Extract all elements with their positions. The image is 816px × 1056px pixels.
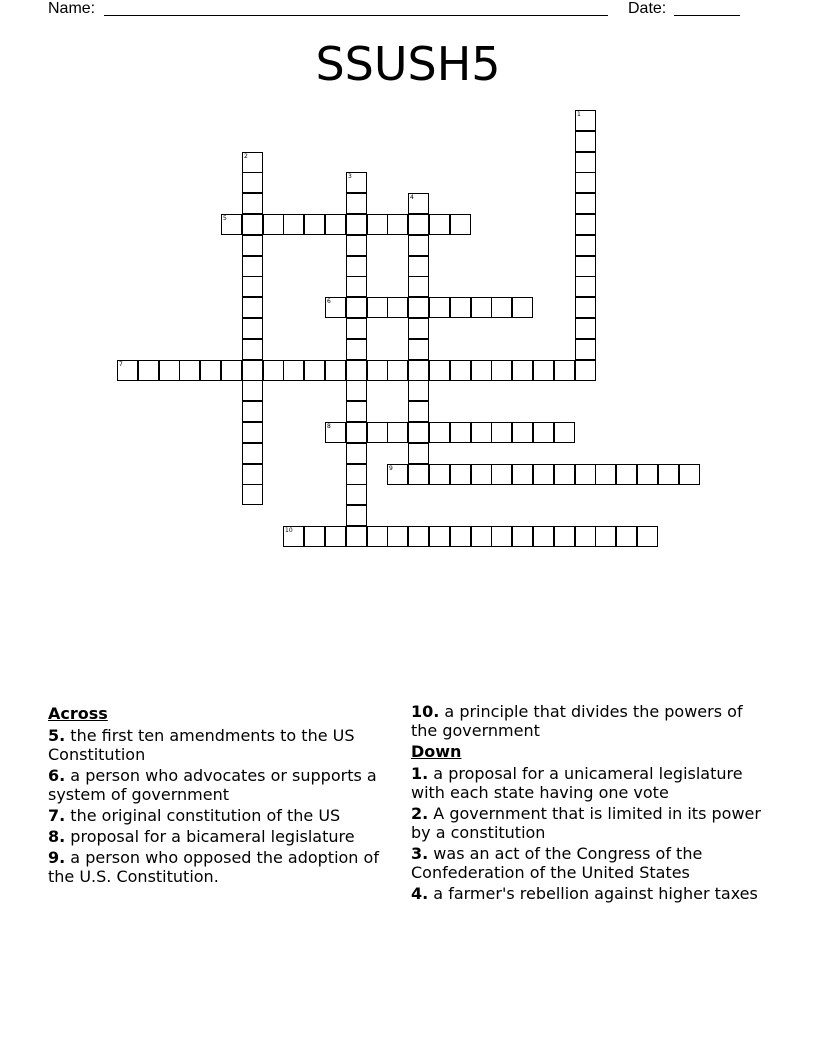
crossword-cell[interactable]	[408, 380, 429, 401]
crossword-cell[interactable]	[637, 464, 658, 485]
across-clue-6	[48, 766, 400, 804]
across-clue-8	[48, 827, 400, 846]
clue-text: a proposal for a unicameral legislature with each state having one vote	[411, 764, 743, 802]
crossword-cell[interactable]	[429, 464, 450, 485]
cell-clue-number: 7	[119, 361, 123, 368]
clue-number: 9.	[48, 848, 66, 867]
crossword-cell[interactable]	[491, 464, 512, 485]
crossword-cell[interactable]	[512, 297, 533, 318]
crossword-cell[interactable]	[346, 297, 367, 318]
crossword-cell[interactable]	[471, 422, 492, 443]
cell-clue-number: 10	[285, 527, 293, 534]
crossword-cell[interactable]	[491, 422, 512, 443]
crossword-cell[interactable]	[533, 422, 554, 443]
crossword-cell[interactable]	[346, 526, 367, 547]
crossword-cell[interactable]	[408, 318, 429, 339]
crossword-cell[interactable]	[242, 422, 263, 443]
crossword-cell[interactable]	[367, 422, 388, 443]
crossword-cell[interactable]	[450, 422, 471, 443]
crossword-cell[interactable]	[242, 360, 263, 381]
crossword-cell[interactable]	[429, 422, 450, 443]
crossword-cell[interactable]	[159, 360, 180, 381]
crossword-cell[interactable]	[283, 214, 304, 235]
crossword-cell[interactable]	[387, 526, 408, 547]
crossword-cell[interactable]	[346, 339, 367, 360]
cell-clue-number: 6	[327, 298, 331, 305]
crossword-cell[interactable]	[242, 172, 263, 193]
crossword-cell[interactable]	[367, 360, 388, 381]
crossword-cell[interactable]	[325, 526, 346, 547]
crossword-cell[interactable]	[408, 401, 429, 422]
crossword-cell[interactable]	[533, 360, 554, 381]
clue-text: proposal for a bicameral legislature	[65, 827, 355, 846]
crossword-cell[interactable]	[595, 526, 616, 547]
clue-text: a person who advocates or supports a system of government	[48, 766, 377, 804]
clue-number: 5.	[48, 726, 66, 745]
clues-right-column	[411, 702, 763, 905]
crossword-cell[interactable]	[367, 526, 388, 547]
across-heading: Across	[48, 704, 108, 723]
crossword-cell[interactable]	[450, 214, 471, 235]
crossword-cell[interactable]	[512, 464, 533, 485]
crossword-cell[interactable]	[304, 214, 325, 235]
cell-clue-number: 8	[327, 423, 331, 430]
crossword-cell[interactable]	[408, 339, 429, 360]
crossword-cell[interactable]	[263, 360, 284, 381]
clue-number: 7.	[48, 806, 66, 825]
crossword-cell[interactable]	[304, 360, 325, 381]
crossword-cell[interactable]	[429, 297, 450, 318]
crossword-cell[interactable]	[429, 360, 450, 381]
crossword-cell[interactable]	[283, 360, 304, 381]
across-clue-9	[48, 848, 400, 886]
clue-number: 6.	[48, 766, 66, 785]
clue-number: 10.	[411, 702, 440, 721]
down-heading: Down	[411, 742, 462, 761]
crossword-cell[interactable]	[491, 297, 512, 318]
crossword-cell[interactable]	[242, 214, 263, 235]
crossword-cell[interactable]	[658, 464, 679, 485]
page-title: SSUSH5	[315, 37, 501, 91]
crossword-cell[interactable]	[346, 380, 367, 401]
crossword-cell[interactable]	[263, 214, 284, 235]
crossword-cell[interactable]	[408, 276, 429, 297]
clue-number: 8.	[48, 827, 66, 846]
crossword-cell[interactable]	[429, 526, 450, 547]
crossword-cell[interactable]	[242, 380, 263, 401]
clue-text: a farmer's rebellion against higher taxes	[428, 884, 758, 903]
crossword-cell[interactable]	[533, 464, 554, 485]
crossword-cell[interactable]	[221, 360, 242, 381]
crossword-cell[interactable]	[408, 214, 429, 235]
crossword-cell[interactable]	[408, 422, 429, 443]
cell-clue-number: 1	[577, 111, 581, 118]
clue-text: the first ten amendments to the US Constitution	[48, 726, 355, 764]
crossword-cell[interactable]	[575, 297, 596, 318]
crossword-cell[interactable]	[408, 526, 429, 547]
crossword-cell[interactable]	[450, 297, 471, 318]
crossword-cell[interactable]	[346, 360, 367, 381]
crossword-cell[interactable]	[242, 401, 263, 422]
crossword-cell[interactable]	[575, 193, 596, 214]
crossword-cell[interactable]	[491, 526, 512, 547]
down-clue-3	[411, 844, 763, 882]
crossword-cell[interactable]	[242, 256, 263, 277]
clue-number: 1.	[411, 764, 429, 783]
crossword-cell[interactable]	[554, 526, 575, 547]
crossword-cell[interactable]	[471, 526, 492, 547]
crossword-cell[interactable]	[512, 526, 533, 547]
crossword-cell[interactable]	[616, 464, 637, 485]
across-clue-5	[48, 726, 400, 764]
crossword-cell[interactable]	[679, 464, 700, 485]
crossword-cell[interactable]	[242, 339, 263, 360]
clue-number: 4.	[411, 884, 429, 903]
clue-text: the original constitution of the US	[65, 806, 341, 825]
crossword-cell[interactable]	[471, 360, 492, 381]
clue-number: 3.	[411, 844, 429, 863]
clue-text: a principle that divides the powers of the government	[411, 702, 743, 740]
crossword-cell[interactable]	[346, 443, 367, 464]
crossword-cell[interactable]	[575, 360, 596, 381]
clues-left-column	[48, 702, 400, 888]
crossword-cell[interactable]	[200, 360, 221, 381]
crossword-cell[interactable]	[575, 339, 596, 360]
crossword-cell[interactable]	[179, 360, 200, 381]
crossword-cell[interactable]	[512, 422, 533, 443]
crossword-cell[interactable]	[242, 276, 263, 297]
crossword-cell[interactable]	[325, 214, 346, 235]
crossword-cell[interactable]	[304, 526, 325, 547]
clue-text: a person who opposed the adoption of the U.S. Constitution.	[48, 848, 379, 886]
crossword-cell[interactable]	[554, 464, 575, 485]
crossword-cell[interactable]	[408, 360, 429, 381]
crossword-cell[interactable]	[512, 360, 533, 381]
crossword-cell[interactable]	[554, 360, 575, 381]
crossword-cell[interactable]	[387, 360, 408, 381]
crossword-cell[interactable]	[346, 318, 367, 339]
crossword-cell[interactable]	[533, 526, 554, 547]
date-label: Date:	[628, 0, 667, 17]
crossword-cell[interactable]	[575, 152, 596, 173]
crossword-cell[interactable]	[387, 214, 408, 235]
crossword-cell[interactable]	[575, 214, 596, 235]
crossword-cell[interactable]	[491, 360, 512, 381]
crossword-cell[interactable]	[242, 297, 263, 318]
crossword-cell[interactable]	[387, 297, 408, 318]
name-label: Name:	[48, 0, 96, 17]
cell-clue-number: 4	[410, 194, 414, 201]
crossword-cell[interactable]	[450, 360, 471, 381]
clue-text: was an act of the Congress of the Confederation of the United States	[411, 844, 703, 882]
crossword-cell[interactable]	[575, 172, 596, 193]
crossword-cell[interactable]	[450, 464, 471, 485]
crossword-cell[interactable]	[242, 318, 263, 339]
crossword-cell[interactable]	[346, 235, 367, 256]
crossword-cell[interactable]	[408, 256, 429, 277]
crossword-cell[interactable]	[138, 360, 159, 381]
cell-clue-number: 9	[389, 465, 393, 472]
crossword-cell[interactable]	[637, 526, 658, 547]
clue-number: 2.	[411, 804, 429, 823]
crossword-cell[interactable]	[242, 484, 263, 505]
crossword-cell[interactable]	[575, 256, 596, 277]
across-clue-7	[48, 806, 400, 825]
crossword-cell[interactable]	[346, 422, 367, 443]
crossword-cell[interactable]	[242, 464, 263, 485]
crossword-cell[interactable]	[575, 235, 596, 256]
crossword-cell[interactable]	[346, 214, 367, 235]
crossword-cell[interactable]	[346, 276, 367, 297]
crossword-cell[interactable]	[325, 360, 346, 381]
down-clue-2	[411, 804, 763, 842]
crossword-cell[interactable]	[367, 214, 388, 235]
crossword-cell[interactable]	[387, 422, 408, 443]
crossword-cell[interactable]	[367, 297, 388, 318]
crossword-cell[interactable]	[346, 464, 367, 485]
crossword-cell[interactable]	[575, 526, 596, 547]
crossword-cell[interactable]	[575, 131, 596, 152]
cell-clue-number: 2	[244, 153, 248, 160]
crossword-cell[interactable]	[575, 318, 596, 339]
clue-text: A government that is limited in its power by a constitution	[411, 804, 761, 842]
crossword-cell[interactable]	[575, 464, 596, 485]
down-clue-4	[411, 884, 763, 903]
crossword-cell[interactable]	[346, 401, 367, 422]
crossword-cell[interactable]	[242, 443, 263, 464]
crossword-cell[interactable]	[346, 505, 367, 526]
crossword-cell[interactable]	[346, 484, 367, 505]
crossword-cell[interactable]	[408, 235, 429, 256]
crossword-cell[interactable]	[575, 276, 596, 297]
crossword-cell[interactable]	[595, 464, 616, 485]
crossword-cell[interactable]	[554, 422, 575, 443]
crossword-cell[interactable]	[450, 526, 471, 547]
cell-clue-number: 5	[223, 215, 227, 222]
crossword-cell[interactable]	[408, 464, 429, 485]
crossword-cell[interactable]	[346, 193, 367, 214]
crossword-cell[interactable]	[471, 297, 492, 318]
crossword-cell[interactable]	[242, 193, 263, 214]
crossword-cell[interactable]	[471, 464, 492, 485]
crossword-cell[interactable]	[242, 235, 263, 256]
cell-clue-number: 3	[348, 173, 352, 180]
across-clue-10	[411, 702, 763, 740]
crossword-cell[interactable]	[346, 256, 367, 277]
crossword-cell[interactable]	[408, 297, 429, 318]
crossword-cell[interactable]	[429, 214, 450, 235]
crossword-cell[interactable]	[408, 443, 429, 464]
crossword-cell[interactable]	[616, 526, 637, 547]
down-clue-1	[411, 764, 763, 802]
